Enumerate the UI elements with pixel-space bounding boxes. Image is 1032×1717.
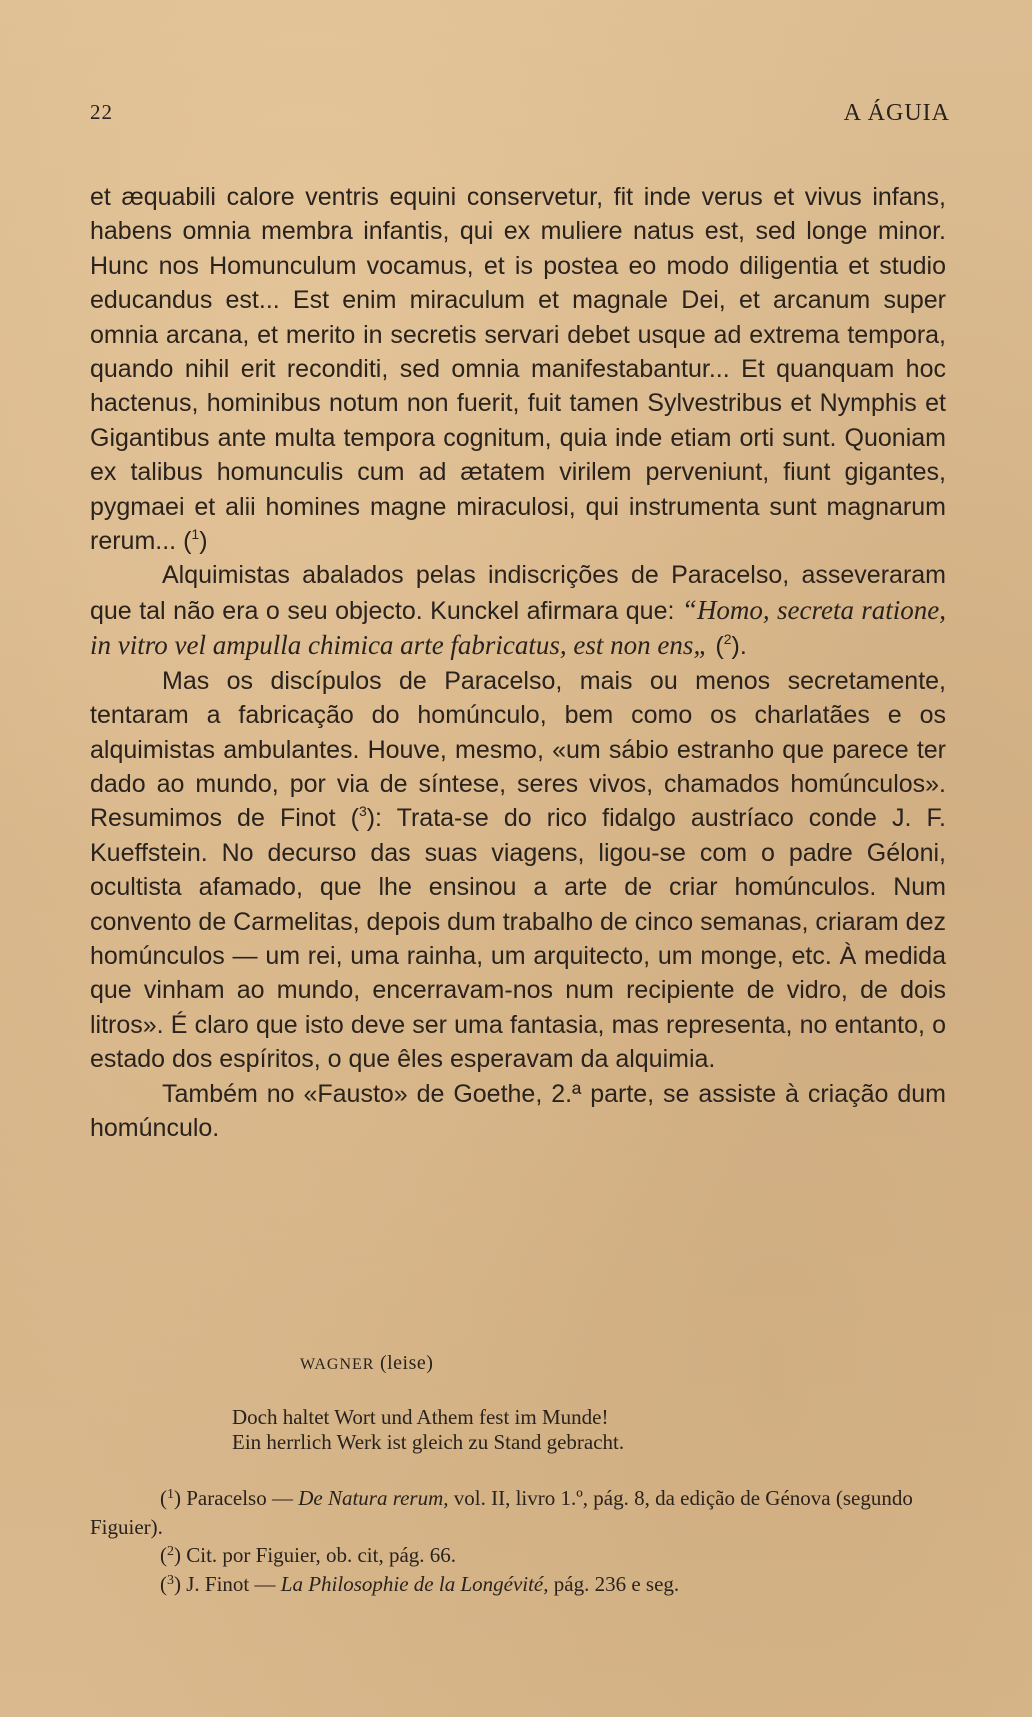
footnote-text: Paracelso — [186, 1486, 299, 1510]
verse-speaker [300, 1352, 950, 1375]
paragraph-fausto [90, 1077, 946, 1146]
footnote-text-continued: vol. II, livro 1.º, pág. 8, da edição de Génova (segundo Figuier). [90, 1486, 913, 1539]
paragraph-text-continued: ): Trata-se do rico fidalgo austríaco conde J. F. Kueffstein. No decurso das suas viagens, ligou-se com o padre Géloni, ocultista afamado, que lhe ensinou a arte de criar homúnculos. Num convento de Carmelitas, depois dum trabalho de cinco semanas, criaram dez homúnculos — um rei, uma rainha, um arquitecto, um monge, etc. À medida que vinham ao mundo, encerravam-nos num recipiente de vidro, de dois litros». É claro que isto deve ser uma fantasia, mas representa, no entanto, o estado dos espíritos, o que êles esperavam da alquimia. [90, 804, 946, 1074]
paren-close: ) [199, 527, 208, 556]
paragraph-latin-quote [90, 180, 946, 558]
latin-quote-text: et æquabili calore ventris equini conservetur, fit inde verus et vivus infans, habens omnia membra infantis, qui ex muliere natus est, sed longe minor. Hunc nos Homunculum vocamus, et is postea eo modo diligentia et studio educandus est... Est enim miraculum et magnale Dei, et arcanum super omnia arcana, et merito in secretis servari debet usque ad extrema tempora, quando nihil erit reconditi, sed omnia manifestabantur... Et quanquam hoc hactenus, hominibus notum non fuerit, fuit tamen Sylvestribus et Nymphis et Gigantibus ante multa tempora cognitum, quia inde etiam orti sunt. Quoniam ex talibus homunculis cum ad ætatem virilem perveniunt, fiunt gigantes, pygmaei et alii homines magne miraculosi, qui instrumenta sunt magnarum rerum... ( [90, 183, 946, 556]
footnote-ref-3: 3 [358, 803, 367, 820]
paragraph-text: Também no «Fausto» de Goethe, 2.ª parte, se assiste à criação dum homúnculo. [90, 1079, 946, 1142]
footnote-3: ($^3$) J. Finot — La Philosophie de la Longévité, pág. 236 e seg. [160, 1571, 680, 1596]
paragraph-text: Mas os discípulos de Paracelso, mais ou menos secretamente, tentaram a fabricação do homúnculo, bem como os charlatães e os alquimistas ambulantes. Houve, mesmo, «um sábio estranho que parece ter dado ao mundo, por via de síntese, seres vivos, chamados homúnculos». Resumimos de Finot ( [90, 666, 946, 833]
verse-line-2: Ein herrlich Werk ist gleich zu Stand gebracht. [232, 1430, 625, 1454]
footnote-title: La Philosophie de la Longévité, [280, 1571, 549, 1596]
paragraph-discipulos [90, 664, 946, 1077]
body-text [90, 180, 946, 1145]
footnote-ref-1: 1 [191, 526, 200, 543]
kunckel-quote: “Homo, secreta ratione, in vitro vel ampulla chimica arte fabricatus, est non ens„ [90, 594, 946, 661]
footnote-text-continued: pág. 236 e seg. [548, 1571, 680, 1596]
paren-open: ( [708, 632, 724, 661]
speaker-note: (leise) [374, 1352, 434, 1374]
footnote-mark-2: 2 [167, 1544, 174, 1559]
page-header [90, 100, 950, 132]
verse-line-1: Doch haltet Wort und Athem fest im Munde! [232, 1405, 609, 1429]
verse-quote [90, 1352, 950, 1455]
footnote-text: J. Finot — [186, 1571, 281, 1596]
footnotes [90, 1484, 946, 1598]
footnote-mark-1: 1 [167, 1487, 174, 1502]
paragraph-alquimistas [90, 558, 946, 663]
footnote-mark-3: 3 [167, 1572, 174, 1588]
paragraph-text: Alquimistas abalados pelas indiscrições de Paracelso, asseveraram que tal não era o seu objecto. Kunckel afirmara que: [90, 561, 946, 625]
footnote-1: ($^1$) Paracelso — De Natura rerum, vol. II, livro 1.º, pág. 8, da edição de Génova (segundo Figuier). [90, 1486, 913, 1539]
verse-lines [232, 1405, 950, 1455]
speaker-name: WAGNER [300, 1356, 375, 1373]
footnote-ref-2: 2 [723, 631, 732, 648]
footnote-text: Cit. por Figuier, ob. cit, pág. 66. [186, 1543, 457, 1567]
paren-close: ). [731, 632, 747, 661]
footnote-2: ($^2$) Cit. por Figuier, ob. cit, pág. 66. [160, 1543, 457, 1567]
footnote-title: De Natura rerum, [298, 1486, 449, 1510]
running-head: A ÁGUIA [843, 100, 950, 126]
page-number: 22 [90, 100, 113, 124]
